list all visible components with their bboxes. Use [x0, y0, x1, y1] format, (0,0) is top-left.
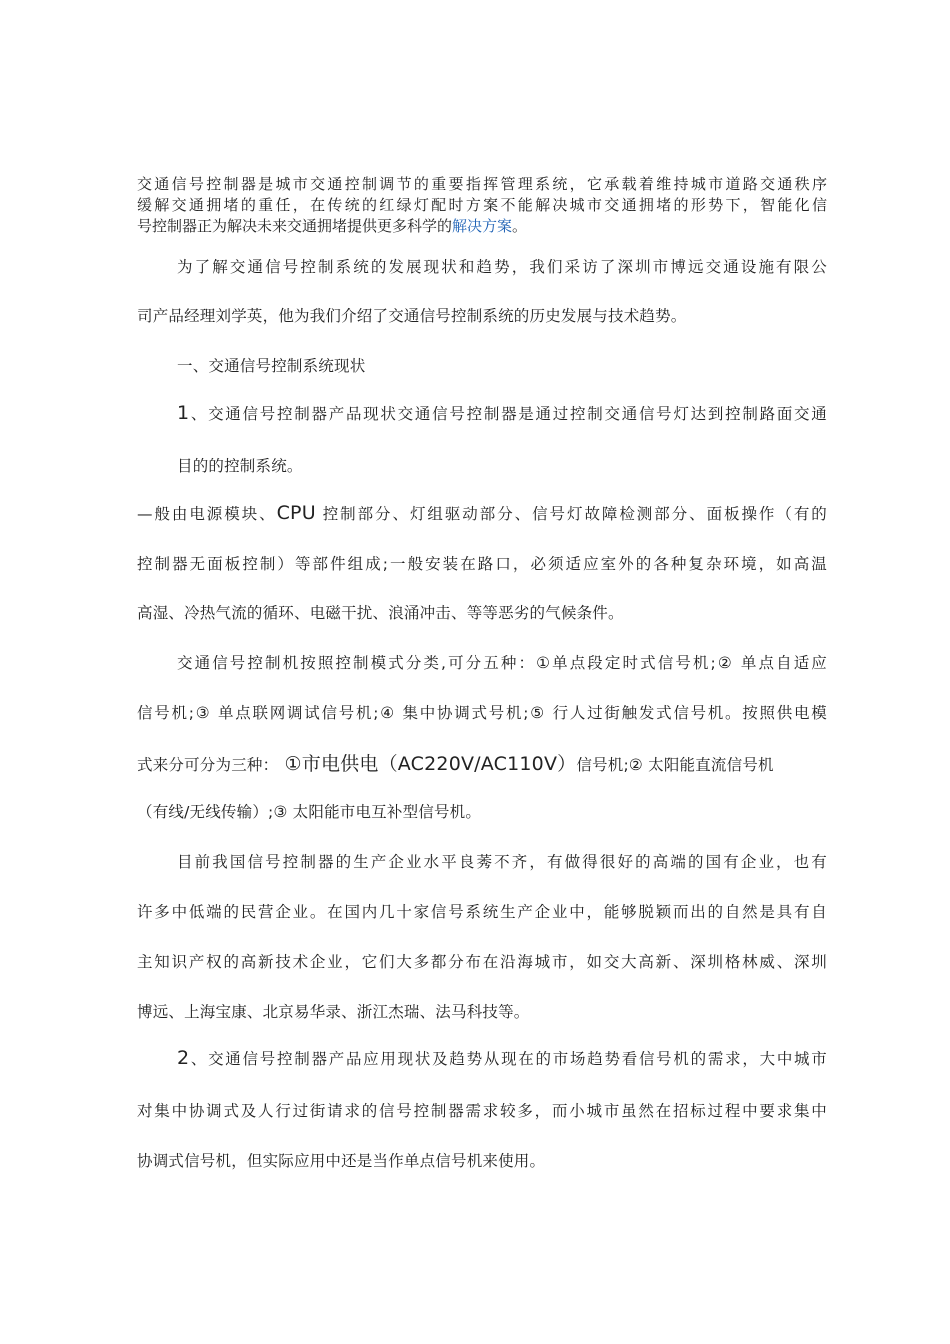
intro-line-2: 缓解交通拥堵的重任，在传统的红绿灯配时方案不能解决城市交通拥堵的形势下，智能化信	[137, 196, 827, 214]
classification-power-supply: ①市电供电（AC220V/AC110V）	[278, 753, 577, 775]
item-2-number: 2	[177, 1047, 190, 1069]
intro-line-3-text: 号控制器正为解决未来交通拥堵提供更多科学的	[137, 217, 453, 235]
item-2-text: 、交通信号控制器产品应用现状及趋势从现在的市场趋势看信号机的需求，大中城市	[189, 1050, 827, 1068]
classification-line-2: 信号机;③ 单点联网调试信号机;④ 集中协调式号机;⑤ 行人过街触发式信号机。按照供电模	[137, 704, 827, 722]
intro-line-3-end: 。	[512, 217, 528, 235]
enterprises-line-1: 目前我国信号控制器的生产企业水平良莠不齐，有做得很好的高端的国有企业，也有	[177, 853, 827, 871]
item-2-line-1	[177, 1047, 827, 1069]
enterprises-line-4: 博远、上海宝康、北京易华录、浙江杰瑞、法马科技等。	[137, 1003, 530, 1021]
item-2-line-2: 对集中协调式及人行过街请求的信号控制器需求较多，而小城市虽然在招标过程中要求集中	[137, 1102, 827, 1120]
section-1-title: 一、交通信号控制系统现状	[177, 357, 366, 375]
enterprises-line-2: 许多中低端的民营企业。在国内几十家信号系统生产企业中，能够脱颖而出的自然是具有自	[137, 903, 827, 921]
components-text-a: —般由电源模块、	[137, 505, 277, 523]
solution-link[interactable]: 解决方案	[452, 217, 513, 235]
item-1-line-1	[177, 402, 827, 424]
intro-line-3	[137, 215, 827, 236]
components-line-2: 控制器无面板控制）等部件组成;一般安装在路口，必须适应室外的各种复杂环境，如高温	[137, 555, 827, 573]
classification-text-a: 式来分可分为三种：	[137, 756, 279, 774]
classification-line-1: 交通信号控制机按照控制模式分类,可分五种：①单点段定时式信号机;② 单点自适应	[177, 654, 827, 672]
item-1-number: 1	[177, 402, 190, 424]
item-1-line-2: 目的的控制系统。	[177, 457, 303, 475]
enterprises-line-3: 主知识产权的高新技术企业，它们大多都分布在沿海城市，如交大高新、深圳格林威、深圳	[137, 953, 827, 971]
components-line-1	[137, 502, 827, 524]
interview-line-1: 为了解交通信号控制系统的发展现状和趋势，我们采访了深圳市博远交通设施有限公	[177, 258, 827, 276]
components-text-b: 控制部分、灯组驱动部分、信号灯故障检测部分、面板操作（有的	[315, 505, 827, 523]
components-line-3: 高湿、冷热气流的循环、电磁干扰、浪涌冲击、等等恶劣的气候条件。	[137, 604, 624, 622]
item-1-text: 、交通信号控制器产品现状交通信号控制器是通过控制交通信号灯达到控制路面交通	[189, 405, 827, 423]
item-2-line-3: 协调式信号机，但实际应用中还是当作单点信号机来使用。	[137, 1152, 546, 1170]
intro-line-1: 交通信号控制器是城市交通控制调节的重要指挥管理系统，它承载着维持城市道路交通秩序	[137, 175, 827, 193]
components-cpu: CPU	[276, 502, 316, 524]
classification-line-4: （有线/无线传输）;③ 太阳能市电互补型信号机。	[137, 803, 482, 821]
classification-text-b: 信号机;② 太阳能直流信号机	[576, 756, 774, 774]
classification-line-3	[137, 749, 827, 776]
interview-line-2: 司产品经理刘学英，他为我们介绍了交通信号控制系统的历史发展与技术趋势。	[137, 307, 687, 325]
